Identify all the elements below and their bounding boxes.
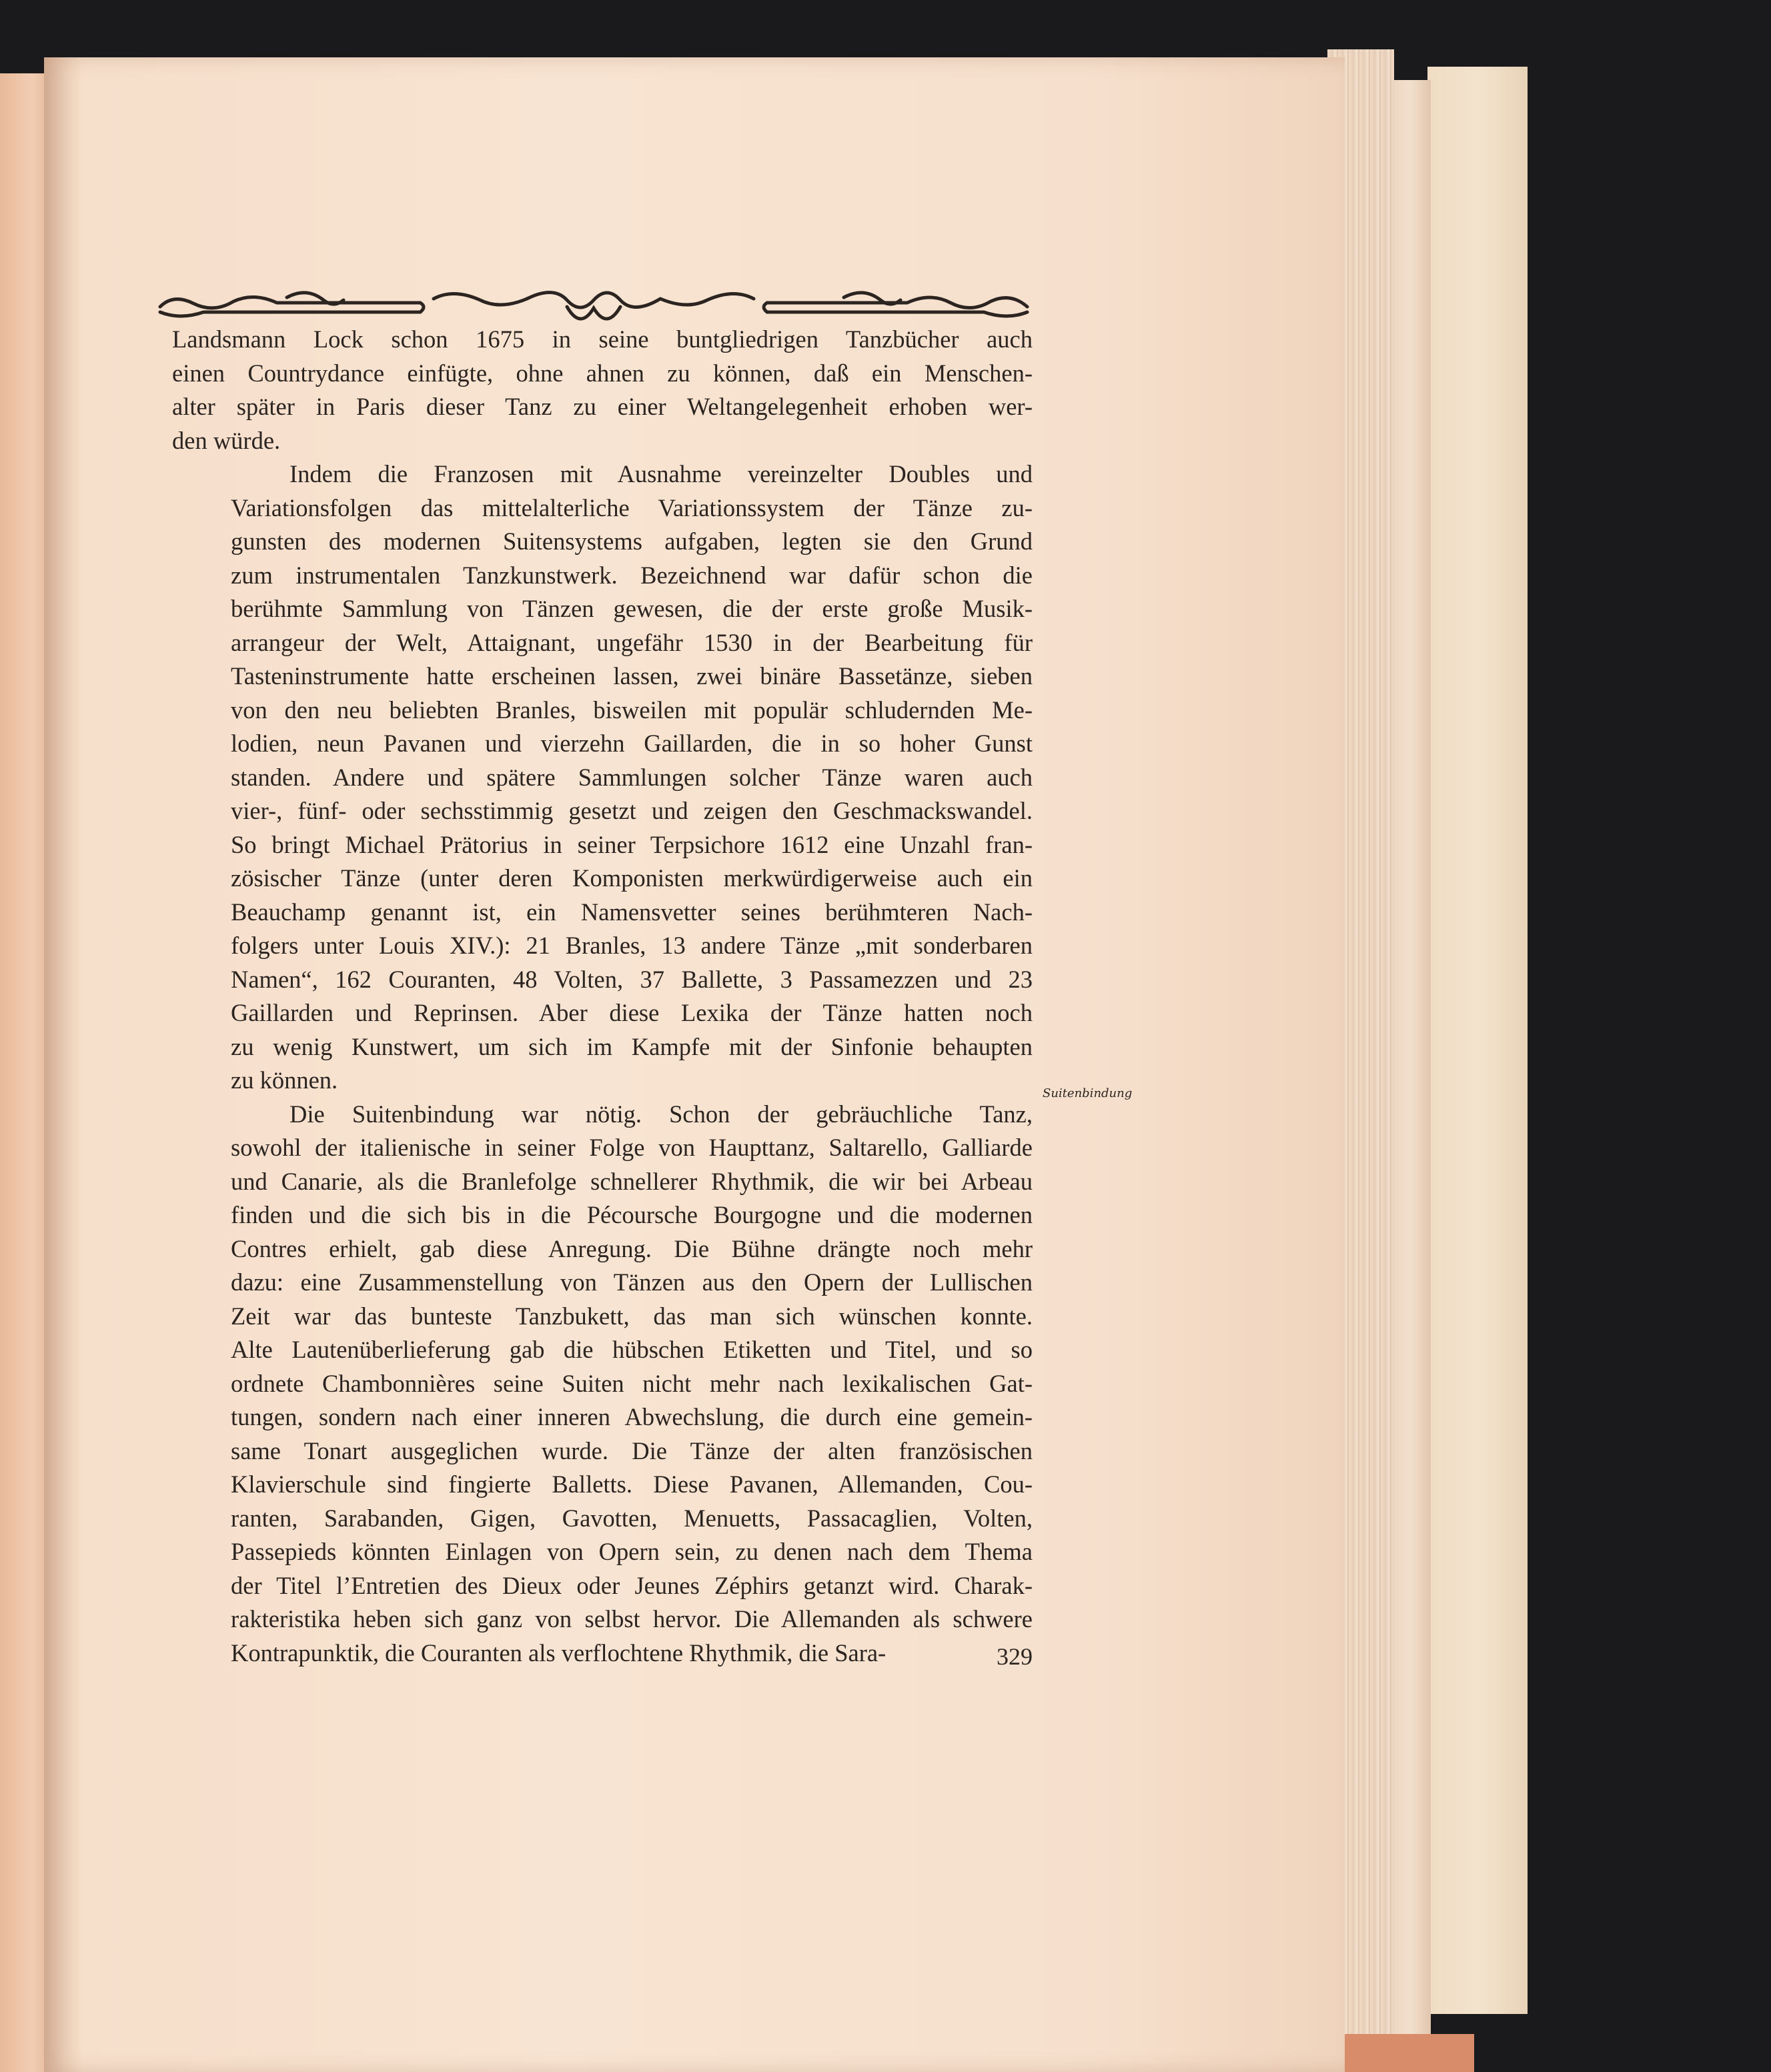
text-line: zum instrumentalen Tanzkunstwerk. Bezeichnend war dafür schon die <box>231 561 1033 589</box>
text-line: sowohl der italienische in seiner Folge von Haupttanz, Saltarello, Galliarde <box>231 1134 1033 1161</box>
paragraph-franzosen <box>172 457 1033 1098</box>
text-line: Zeit war das bunteste Tanzbukett, das man sich wünschen konnte. <box>231 1302 1033 1330</box>
text-line: finden und die sich bis in die Pécoursche Bourgogne und die modernen <box>231 1201 1033 1228</box>
text-line: Gaillarden und Reprinsen. Aber diese Lexika der Tänze hatten noch <box>231 999 1033 1026</box>
text-line: den würde. <box>172 426 281 454</box>
margin-note: Suitenbindung <box>1043 1086 1133 1100</box>
text-line: gunsten des modernen Suitensystems aufgaben, legten sie den Grund <box>231 528 1033 555</box>
text-line: von den neu beliebten Branles, bisweilen mit populär schludernden Me- <box>231 696 1033 724</box>
text-line: Kontrapunktik, die Couranten als verflochtene Rhythmik, die Sara- <box>231 1639 887 1667</box>
text-line: same Tonart ausgeglichen wurde. Die Tänze der alten französischen <box>231 1436 1033 1464</box>
text-line: tungen, sondern nach einer inneren Abwechslung, die durch eine gemein- <box>231 1403 1033 1430</box>
page-number: 329 <box>997 1643 1033 1670</box>
text-line: berühmte Sammlung von Tänzen gewesen, die der erste große Musik- <box>231 595 1033 622</box>
text-line: Passepieds könnten Einlagen von Opern sein, zu denen nach dem Thema <box>231 1538 1033 1565</box>
text-line: Tasteninstrumente hatte erscheinen lassen, zwei binäre Bassetänze, sieben <box>231 662 1033 690</box>
page-stack-inner <box>1391 80 1431 2034</box>
text-line: Alte Lautenüberlieferung gab die hübschen Etiketten und Titel, und so <box>231 1336 1033 1363</box>
text-line: zösischer Tänze (unter deren Komponisten merkwürdigerweise auch ein <box>231 864 1033 892</box>
paragraph-suitenbindung <box>172 1098 1033 1671</box>
text-line: ranten, Sarabanden, Gigen, Gavotten, Menuetts, Passacaglien, Volten, <box>231 1504 1033 1532</box>
text-line: vier-, fünf- oder sechsstimmig gesetzt und zeigen den Geschmackswandel. <box>231 797 1033 824</box>
text-line: Die Suitenbindung war nötig. Schon der gebräuchliche Tanz, <box>289 1100 1033 1128</box>
text-line: Beauchamp genannt ist, ein Namensvetter seines berühmteren Nach- <box>231 898 1033 926</box>
text-line: der Titel l’Entretien des Dieux oder Jeunes Zéphirs getanzt wird. Charak- <box>231 1571 1033 1599</box>
text-line: folgers unter Louis XIV.): 21 Branles, 13 andere Tänze „mit sonderbaren <box>231 932 1033 959</box>
body-text <box>172 323 1033 1670</box>
text-line: Contres erhielt, gab diese Anregung. Die Bühne drängte noch mehr <box>231 1234 1033 1262</box>
text-line: zu wenig Kunstwert, um sich im Kampfe mit der Sinfonie behaupten <box>231 1032 1033 1060</box>
text-line: Namen“, 162 Couranten, 48 Volten, 37 Ballette, 3 Passamezzen und 23 <box>231 965 1033 993</box>
text-line: alter später in Paris dieser Tanz zu einer Weltangelegenheit erhoben wer- <box>172 393 1033 420</box>
text-line: einen Countrydance einfügte, ohne ahnen zu können, daß ein Menschen- <box>172 359 1033 387</box>
text-line: standen. Andere und spätere Sammlungen solcher Tänze waren auch <box>231 763 1033 791</box>
text-line: Variationsfolgen das mittelalterliche Variationssystem der Tänze zu- <box>231 493 1033 522</box>
text-line: ordnete Chambonnières seine Suiten nicht mehr nach lexikalischen Gat- <box>231 1369 1033 1397</box>
text-line: lodien, neun Pavanen und vierzehn Gaillarden, die in so hoher Gunst <box>231 730 1033 757</box>
text-line: und Canarie, als die Branlefolge schnellerer Rhythmik, die wir bei Arbeau <box>231 1167 1033 1195</box>
text-line: So bringt Michael Prätorius in seiner Terpsichore 1612 eine Unzahl fran- <box>231 830 1033 858</box>
text-line: dazu: eine Zusammenstellung von Tänzen aus den Opern der Lullischen <box>231 1268 1033 1296</box>
text-line: zu können. <box>231 1066 338 1094</box>
text-line: rakteristika heben sich ganz von selbst hervor. Die Allemanden als schwere <box>231 1605 1033 1633</box>
text-line: Klavierschule sind fingierte Balletts. Diese Pavanen, Allemanden, Cou- <box>231 1470 1033 1498</box>
paragraph-continuation <box>172 323 1033 457</box>
text-line: arrangeur der Welt, Attaignant, ungefähr 1530 in der Bearbeitung für <box>231 628 1033 656</box>
text-line: Indem die Franzosen mit Ausnahme vereinzelter Doubles und <box>289 460 1033 487</box>
text-line: Landsmann Lock schon 1675 in seine buntgliedrigen Tanzbücher auch <box>172 325 1033 353</box>
book-cover-edge <box>1427 67 1528 2014</box>
